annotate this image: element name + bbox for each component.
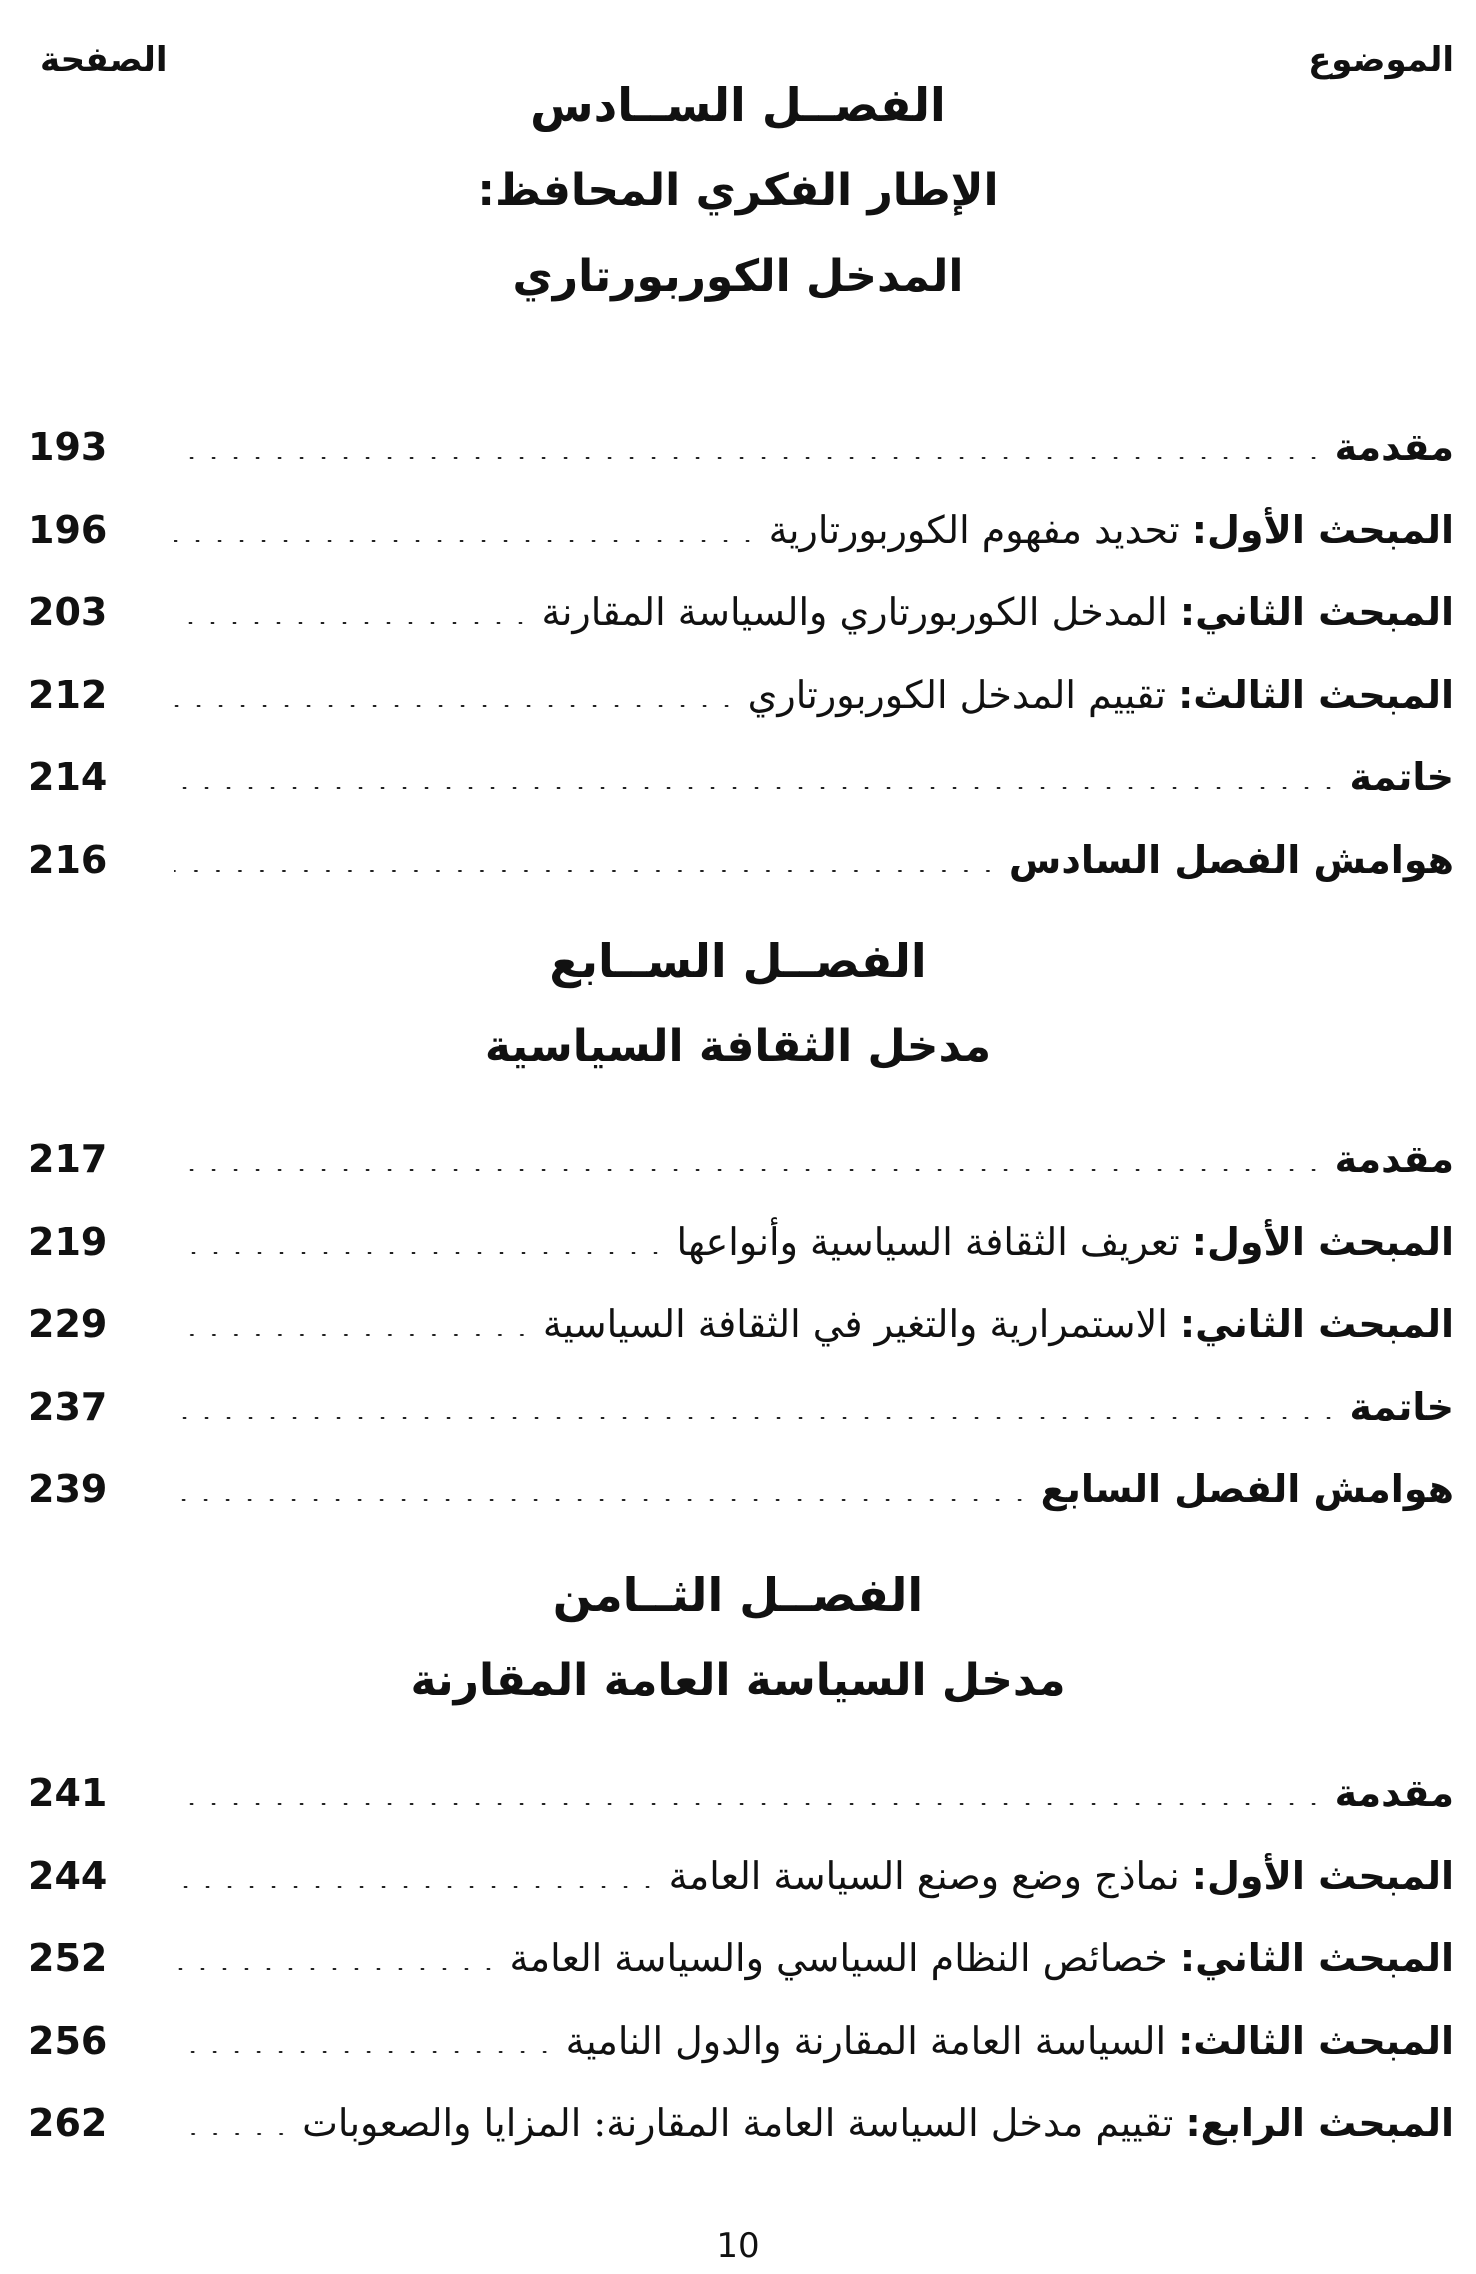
entry-title: الاستمرارية والتغير في الثقافة السياسية (542, 1302, 1168, 1347)
chapter-6-title-line-1: الإطار الفكري المحافظ: (477, 165, 999, 216)
entry-label (1335, 1137, 1454, 1181)
entry-title: خاتمة (1349, 1384, 1454, 1429)
dot-leader (174, 1252, 667, 1254)
entry-title: السياسة العامة المقارنة والدول النامية (565, 2018, 1167, 2063)
toc-entry[interactable] (28, 1752, 1454, 1835)
toc-entry[interactable] (28, 571, 1454, 654)
chapter-8-title: مدخل السياسة العامة المقارنة (410, 1655, 1066, 1706)
dot-leader (174, 2051, 556, 2053)
chapter-8-entries (28, 1752, 1454, 2165)
dot-leader (174, 1334, 533, 1336)
chapter-6-heading (0, 62, 1476, 320)
toc-entry[interactable] (28, 819, 1454, 902)
toc-entry[interactable] (28, 2082, 1454, 2165)
entry-title: هوامش الفصل السادس (1008, 837, 1454, 882)
page-number: 219 (28, 1219, 108, 1264)
toc-entry[interactable] (28, 1448, 1454, 1531)
entry-label (509, 1936, 1454, 1980)
entry-label (669, 1854, 1454, 1898)
dot-leader (174, 1803, 1325, 1805)
entry-title: مقدمة (1334, 425, 1454, 470)
toc-entry[interactable] (28, 1917, 1454, 2000)
toc-entry[interactable] (28, 1118, 1454, 1201)
entry-label (541, 590, 1454, 634)
page-number: 212 (28, 672, 108, 717)
entry-label (543, 1302, 1454, 1346)
page-number: 217 (28, 1137, 108, 1182)
dot-leader (174, 1968, 499, 1970)
entry-title: تعريف الثقافة السياسية وأنواعها (676, 1219, 1180, 1264)
entry-label (1009, 838, 1454, 882)
page-number: 237 (28, 1384, 108, 1429)
chapter-6-entries (28, 406, 1454, 901)
entry-label (1041, 1467, 1454, 1511)
dot-leader (174, 1499, 1031, 1501)
chapter-7-entries (28, 1118, 1454, 1531)
subject-column-label: الموضوع (1308, 40, 1454, 80)
section-label: المبحث الثاني: (1179, 1936, 1454, 1981)
toc-entry[interactable] (28, 1366, 1454, 1449)
page-number: 256 (28, 2018, 108, 2063)
page-column-label: الصفحة (40, 40, 168, 80)
entry-label (677, 1220, 1455, 1264)
section-label: المبحث الأول: (1191, 1219, 1454, 1264)
page-number: 214 (28, 755, 108, 800)
entry-title: خاتمة (1349, 755, 1454, 800)
entry-label (302, 2101, 1454, 2145)
entry-title: مقدمة (1334, 1137, 1454, 1182)
page-folio: 10 (716, 2226, 760, 2266)
entry-title: تحديد مفهوم الكوربورتارية (768, 507, 1180, 552)
dot-leader (174, 457, 1325, 459)
entry-title: خصائص النظام السياسي والسياسة العامة (509, 1936, 1168, 1981)
entry-label (566, 2019, 1454, 2063)
toc-entry[interactable] (28, 1283, 1454, 1366)
entry-title: تقييم المدخل الكوربورتاري (747, 672, 1167, 717)
dot-leader (174, 1417, 1340, 1419)
entry-title: مقدمة (1334, 1771, 1454, 1816)
page-number: 196 (28, 507, 108, 552)
entry-label (769, 508, 1454, 552)
entry-label (748, 673, 1454, 717)
section-label: المبحث الأول: (1191, 1853, 1454, 1898)
entry-title: هوامش الفصل السابع (1040, 1467, 1454, 1512)
dot-leader (174, 870, 999, 872)
dot-leader (174, 787, 1340, 789)
entry-label (1335, 1771, 1454, 1815)
chapter-8-heading (0, 1552, 1476, 1724)
entry-title: نماذج وضع وصنع السياسة العامة (668, 1853, 1180, 1898)
dot-leader (174, 1886, 659, 1888)
page-number: 229 (28, 1302, 108, 1347)
page-number: 241 (28, 1771, 108, 1816)
entry-label (1335, 425, 1454, 469)
page-number: 239 (28, 1467, 108, 1512)
toc-entry[interactable] (28, 736, 1454, 819)
page-number: 193 (28, 425, 108, 470)
page-number: 252 (28, 1936, 108, 1981)
toc-entry[interactable] (28, 1835, 1454, 1918)
chapter-6-title-line-2: المدخل الكوربورتاري (512, 251, 964, 302)
section-label: المبحث الرابع: (1185, 2101, 1454, 2146)
dot-leader (174, 1169, 1325, 1171)
chapter-7-heading (0, 918, 1476, 1090)
page-number: 203 (28, 590, 108, 635)
dot-leader (174, 2133, 292, 2135)
toc-entry[interactable] (28, 406, 1454, 489)
toc-entry[interactable] (28, 489, 1454, 572)
chapter-6-number: الفصــل الســادس (530, 78, 946, 132)
toc-entry[interactable] (28, 1201, 1454, 1284)
section-label: المبحث الثالث: (1178, 2018, 1454, 2063)
chapter-7-number: الفصــل الســابع (549, 934, 927, 988)
toc-entry[interactable] (28, 2000, 1454, 2083)
dot-leader (174, 540, 759, 542)
section-label: المبحث الثالث: (1178, 672, 1454, 717)
section-label: المبحث الثاني: (1179, 590, 1454, 635)
entry-title: تقييم مدخل السياسة العامة المقارنة: المزايا والصعوبات (302, 2101, 1174, 2146)
chapter-7-title: مدخل الثقافة السياسية (484, 1021, 992, 1072)
page-number: 244 (28, 1853, 108, 1898)
dot-leader (174, 622, 531, 624)
entry-label (1350, 755, 1454, 799)
toc-entry[interactable] (28, 654, 1454, 737)
entry-label (1350, 1385, 1454, 1429)
entry-title: المدخل الكوربورتاري والسياسة المقارنة (541, 590, 1168, 635)
section-label: المبحث الثاني: (1179, 1302, 1454, 1347)
page-number: 262 (28, 2101, 108, 2146)
page-number: 216 (28, 837, 108, 882)
section-label: المبحث الأول: (1191, 507, 1454, 552)
chapter-8-number: الفصــل الثــامن (552, 1568, 924, 1622)
dot-leader (174, 705, 738, 707)
